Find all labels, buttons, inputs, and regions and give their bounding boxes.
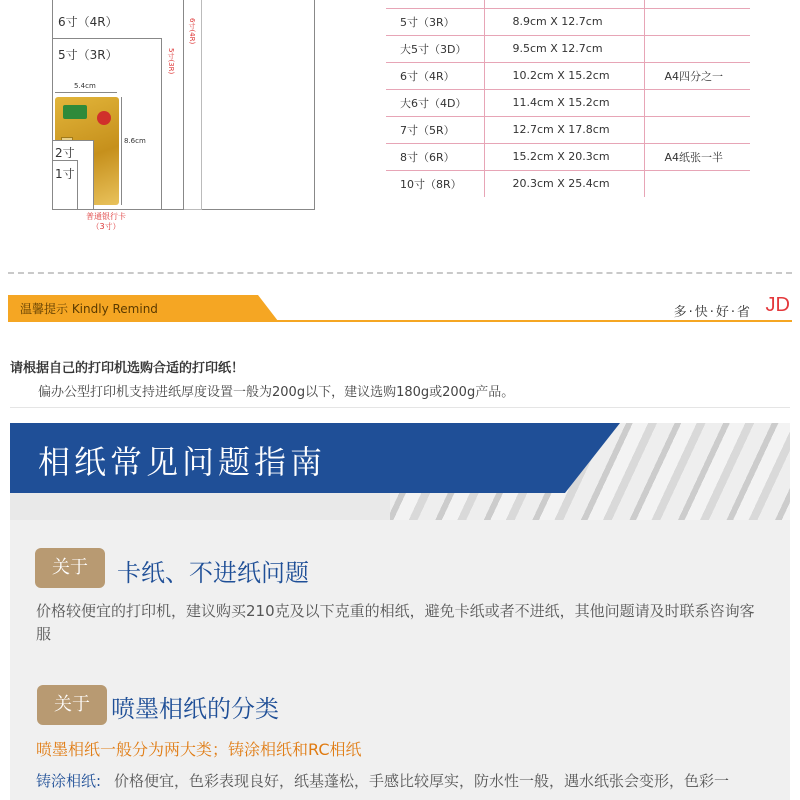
remind-label: 温馨提示 Kindly Remind (20, 302, 158, 316)
frame-label-5inch: 5寸（3R） (58, 48, 118, 62)
notice-title: 请根据自己的打印机选购合适的打印纸！ (10, 361, 245, 376)
q1-body: 价格较便宜的打印机，建议购买210克及以下克重的相纸，避免卡纸或者不进纸，其他问题请及时联系咨询客服 (36, 602, 755, 643)
table-row (386, 116, 750, 143)
dashed-divider (8, 272, 792, 274)
size-name-cell: 8寸（6R） (386, 143, 484, 170)
size-name-cell: 大6寸（4D） (386, 89, 484, 116)
q2-subtitle: 喷墨相纸一般分为两大类；铸涂相纸和RC相纸 (36, 740, 362, 759)
width-dimension: 5.4cm (74, 82, 96, 90)
size-dimension-cell: 20.3cm X 25.4cm (484, 170, 644, 197)
coated-paper-label: 铸涂相纸: (36, 772, 102, 790)
jd-slogan: 多·快·好·省 (673, 305, 752, 320)
size-name-cell: 6寸（4R） (386, 62, 484, 89)
size-note-cell: A4四分之一 (644, 62, 750, 89)
size-name-cell: 7寸（5R） (386, 116, 484, 143)
paper-size-diagram (0, 0, 330, 231)
table-row (386, 170, 750, 197)
q1-tag: 关于 (35, 548, 105, 588)
size-dimension-cell: 9.5cm X 12.7cm (484, 35, 644, 62)
coated-paper-text: 价格便宜，色彩表现良好，纸基蓬松，手感比较厚实，防水性一般，遇水纸张会变形，色彩一 (114, 772, 730, 790)
size-dimension-cell: 11.4cm X 15.2cm (484, 89, 644, 116)
size-note-cell (644, 35, 750, 62)
remind-underline (8, 320, 792, 322)
frame-label-6inch: 6寸（4R） (58, 15, 118, 29)
size-note-cell (644, 116, 750, 143)
size-note-cell: A4纸张一半 (644, 143, 750, 170)
height-dimension: 8.6cm (124, 137, 146, 145)
size-dimension-cell: 8.9cm X 12.7cm (484, 8, 644, 35)
notice-body: 偏办公型打印机支持进纸厚度设置一般为200g以下，建议选购180g或200g产品。 (38, 385, 515, 400)
card-brand-icon (97, 111, 111, 125)
size-dimension-cell: 12.7cm X 17.8cm (484, 116, 644, 143)
size-name-cell: 5寸（3R） (386, 8, 484, 35)
table-row (386, 89, 750, 116)
size-name-cell: 10寸（8R） (386, 170, 484, 197)
q1-title: 卡纸、不进纸问题 (117, 559, 309, 587)
guide-banner (10, 423, 790, 520)
vertical-label-5inch: 5寸(3R) (167, 48, 175, 75)
width-dimension-line (55, 92, 117, 93)
size-note-cell (644, 8, 750, 35)
table-row (386, 8, 750, 35)
size-note-cell (644, 170, 750, 197)
jd-logo: JD (765, 294, 790, 316)
q2-title: 喷墨相纸的分类 (111, 695, 279, 723)
size-name-cell: 大5寸（3D） (386, 35, 484, 62)
height-dimension-line (121, 97, 122, 205)
card-logo-icon (63, 105, 87, 119)
table-row (386, 62, 750, 89)
table-row (386, 143, 750, 170)
frame-label-1inch: 1寸 (55, 167, 75, 181)
paper-size-table (386, 0, 750, 197)
notice-divider (10, 407, 790, 408)
vertical-label-6inch: 6寸(4R) (188, 18, 196, 45)
card-caption-size: （3寸） (91, 222, 121, 231)
frame-label-2inch: 2寸 (55, 146, 75, 160)
size-note-cell (644, 89, 750, 116)
table-row-top (386, 0, 750, 8)
banner-title: 相纸常见问题指南 (38, 443, 327, 481)
size-dimension-cell: 15.2cm X 20.3cm (484, 143, 644, 170)
remind-bar (8, 293, 792, 323)
card-caption: 普通银行卡 (86, 212, 126, 221)
size-dimension-cell: 10.2cm X 15.2cm (484, 62, 644, 89)
guide-content (10, 520, 790, 800)
table-row (386, 35, 750, 62)
q2-tag: 关于 (37, 685, 107, 725)
